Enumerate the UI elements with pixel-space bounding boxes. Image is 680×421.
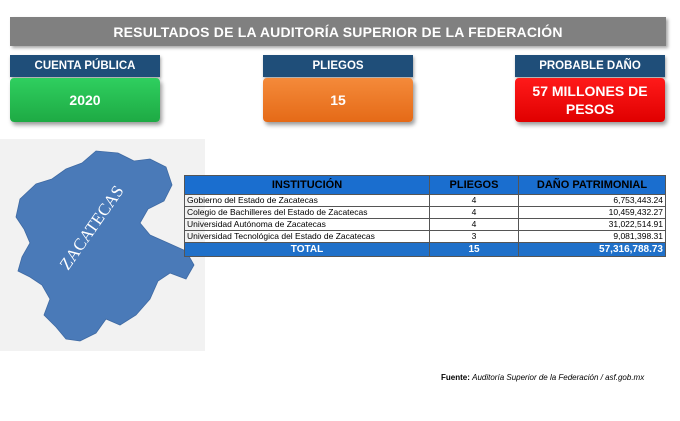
cell-pliegos: 4 — [430, 219, 519, 231]
table-row — [185, 231, 666, 243]
cell-pliegos: 4 — [430, 207, 519, 219]
kpi-value-cuenta-publica: 2020 — [10, 78, 160, 122]
cell-dano: 10,459,432.27 — [519, 207, 666, 219]
cell-dano: 9,081,398.31 — [519, 231, 666, 243]
kpi-label-probable-dano: PROBABLE DAÑO — [515, 55, 665, 77]
page-title: RESULTADOS DE LA AUDITORÍA SUPERIOR DE LA FEDERACIÓN — [10, 17, 666, 46]
cell-pliegos: 3 — [430, 231, 519, 243]
column-header-dano: DAÑO PATRIMONIAL — [519, 176, 666, 195]
cell-institucion: Universidad Autónoma de Zacatecas — [185, 219, 430, 231]
total-dano: 57,316,788.73 — [519, 243, 666, 257]
kpi-label-pliegos: PLIEGOS — [263, 55, 413, 77]
source-label: Fuente: — [441, 373, 470, 382]
cell-institucion: Gobierno del Estado de Zacatecas — [185, 195, 430, 207]
cell-institucion: Colegio de Bachilleres del Estado de Zacatecas — [185, 207, 430, 219]
table-row — [185, 207, 666, 219]
table-row — [185, 219, 666, 231]
map-label: ZACATECAS — [55, 181, 128, 274]
kpi-value-pliegos: 15 — [263, 78, 413, 122]
zacatecas-map-shape — [0, 139, 205, 351]
kpi-value-probable-dano: 57 MILLONES DE PESOS — [515, 78, 665, 122]
cell-dano: 6,753,443.24 — [519, 195, 666, 207]
table-total-row — [185, 243, 666, 257]
table-row — [185, 195, 666, 207]
cell-pliegos: 4 — [430, 195, 519, 207]
total-label: TOTAL — [185, 243, 430, 257]
total-pliegos: 15 — [430, 243, 519, 257]
column-header-institucion: INSTITUCIÓN — [185, 176, 430, 195]
cell-institucion: Universidad Tecnológica del Estado de Zacatecas — [185, 231, 430, 243]
kpi-label-cuenta-publica: CUENTA PÚBLICA — [10, 55, 160, 77]
source-text: Auditoría Superior de la Federación / asf.gob.mx — [472, 373, 645, 382]
zacatecas-map — [0, 139, 205, 351]
audit-results-table — [184, 175, 666, 257]
cell-dano: 31,022,514.91 — [519, 219, 666, 231]
source-note — [441, 373, 644, 382]
column-header-pliegos: PLIEGOS — [430, 176, 519, 195]
